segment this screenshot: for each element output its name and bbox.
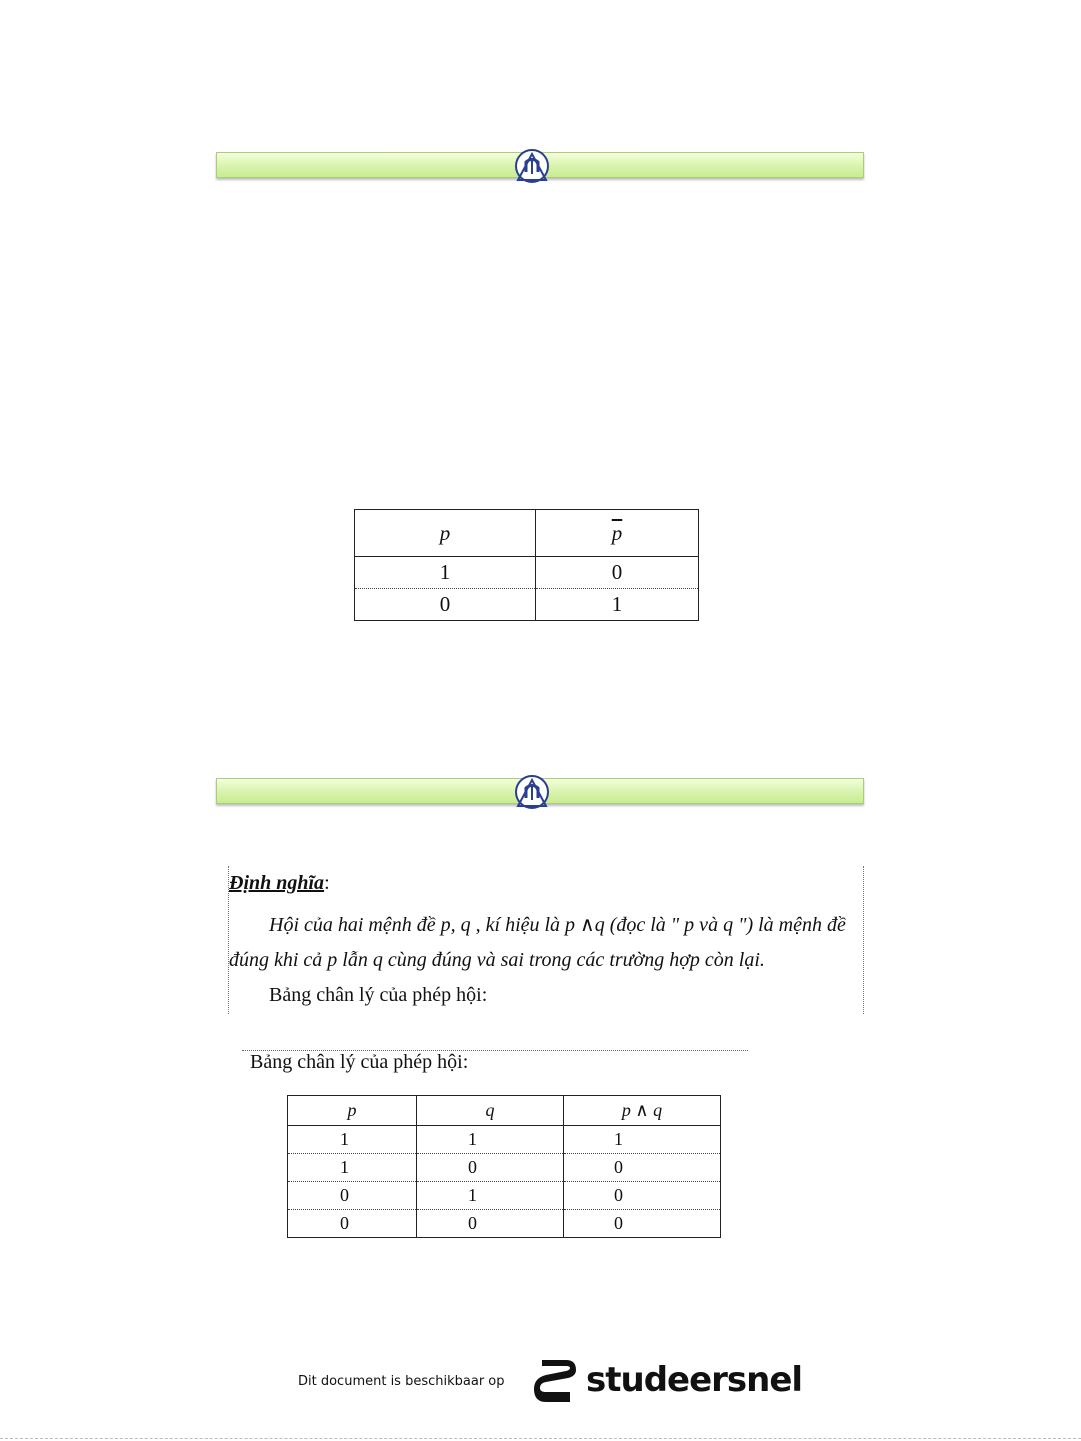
table-row bbox=[288, 1126, 721, 1154]
conjunction-caption: Bảng chân lý của phép hội: bbox=[242, 1050, 748, 1073]
footer bbox=[298, 1356, 803, 1406]
table-cell: 1 bbox=[417, 1182, 564, 1210]
university-logo-icon bbox=[510, 774, 554, 810]
table-header-row bbox=[288, 1096, 721, 1126]
table-cell: 0 bbox=[564, 1210, 721, 1238]
table-cell: 1 bbox=[288, 1126, 417, 1154]
table-cell: 0 bbox=[536, 557, 699, 589]
definition-line: đúng khi cả p lẫn q cùng đúng và sai trong các trường hợp còn lại. bbox=[229, 949, 765, 971]
header-not-p: $\overline{p}$ bbox=[536, 510, 699, 557]
table-cell: 1 bbox=[288, 1154, 417, 1182]
table-cell: 0 bbox=[288, 1210, 417, 1238]
definition-title: Định nghĩa: bbox=[229, 872, 330, 894]
table-cell: 1 bbox=[417, 1126, 564, 1154]
table-cell: 1 bbox=[536, 589, 699, 621]
header-p: p bbox=[355, 510, 536, 557]
table-row bbox=[355, 557, 699, 589]
header-p: p bbox=[288, 1096, 417, 1126]
university-logo-icon bbox=[510, 148, 554, 184]
table-cell: 0 bbox=[288, 1182, 417, 1210]
table-cell: 0 bbox=[355, 589, 536, 621]
table-cell: 0 bbox=[417, 1154, 564, 1182]
brand-name[interactable]: studeersnel bbox=[586, 1360, 803, 1400]
table-row bbox=[288, 1154, 721, 1182]
negation-truth-table bbox=[354, 509, 699, 621]
table-row bbox=[288, 1182, 721, 1210]
header-q: q bbox=[417, 1096, 564, 1126]
definition-line: Hội của hai mệnh đề p, q , kí hiệu là p ∧q (đọc là " p và q ") là mệnh đề bbox=[269, 914, 846, 936]
conjunction-truth-table bbox=[287, 1095, 721, 1238]
table-cell: 1 bbox=[355, 557, 536, 589]
table-row bbox=[355, 589, 699, 621]
table-header-row bbox=[355, 510, 699, 557]
definition-block bbox=[228, 866, 864, 1014]
table-cell: 0 bbox=[564, 1154, 721, 1182]
definition-line: Bảng chân lý của phép hội: bbox=[269, 984, 488, 1006]
table-cell: 0 bbox=[564, 1182, 721, 1210]
header-p-and-q: p ∧ q bbox=[564, 1096, 721, 1126]
studeersnel-logo-icon[interactable] bbox=[532, 1356, 580, 1406]
page-bottom-rule bbox=[0, 1438, 1081, 1439]
table-row bbox=[288, 1210, 721, 1238]
table-cell: 0 bbox=[417, 1210, 564, 1238]
availability-text: Dit document is beschikbaar op bbox=[298, 1374, 505, 1389]
table-cell: 1 bbox=[564, 1126, 721, 1154]
